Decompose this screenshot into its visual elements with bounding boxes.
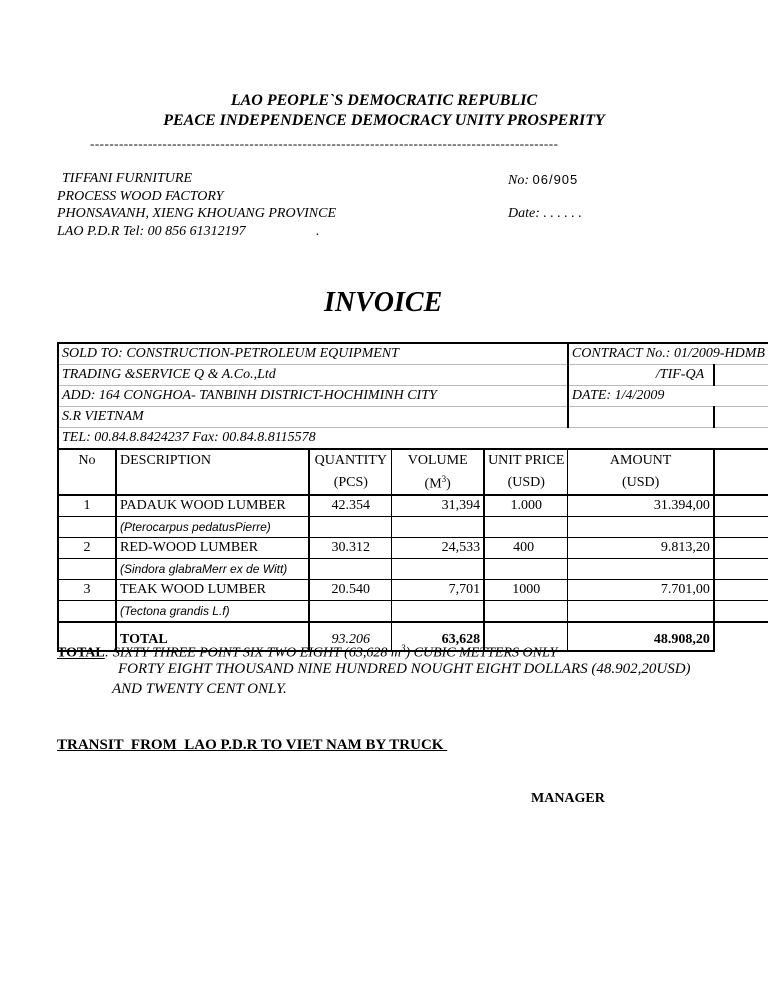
volume-unit-exp: 3 <box>441 473 447 484</box>
seller-country-tel: LAO P.D.R Tel: 00 856 61312197 <box>57 224 246 239</box>
item-sub-extra <box>714 517 768 538</box>
item-name: RED-WOOD LUMBER <box>116 538 309 559</box>
col-volume-unit <box>392 472 484 495</box>
table-row <box>58 580 768 601</box>
transit-note: TRANSIT FROM LAO P.D.R TO VIET NAM BY TRUCK <box>57 737 448 753</box>
col-description: DESCRIPTION <box>116 449 309 472</box>
total-volume: 63,628 <box>392 622 484 651</box>
sold-to: SOLD TO: CONSTRUCTION-PETROLEUM EQUIPMENT <box>58 343 568 365</box>
buyer-address: ADD: 164 CONGHOA- TANBINH DISTRICT-HOCHIMINH CITY <box>58 386 568 407</box>
total-words-volume: : SIXTY THREE POINT SIX TWO EIGHT (63,628 m <box>104 645 401 661</box>
item-no: 1 <box>58 495 116 517</box>
invoice-number <box>508 172 578 189</box>
contract-date: DATE: 1/4/2009 <box>568 386 768 407</box>
item-sub-extra <box>714 559 768 580</box>
item-sub-amount <box>568 517 714 538</box>
total-words-line3: AND TWENTY CENT ONLY. <box>112 681 287 697</box>
item-sub-quantity <box>309 559 392 580</box>
item-name: PADAUK WOOD LUMBER <box>116 495 309 517</box>
item-amount: 7.701,00 <box>568 580 714 601</box>
col-amount-unit: (USD) <box>568 472 714 495</box>
item-extra <box>714 495 768 517</box>
item-sub-amount <box>568 601 714 623</box>
item-sub-unit-price <box>484 601 568 623</box>
volume-unit-close: ) <box>446 476 451 492</box>
item-extra <box>714 580 768 601</box>
item-unit-price: 1000 <box>484 580 568 601</box>
col-volume: VOLUME <box>392 449 484 472</box>
item-no: 3 <box>58 580 116 601</box>
item-scientific: (Tectona grandis L.f) <box>116 601 309 623</box>
item-sub-quantity <box>309 601 392 623</box>
republic-heading: LAO PEOPLE`S DEMOCRATIC REPUBLIC <box>230 92 538 109</box>
item-extra <box>714 538 768 559</box>
total-words-exp: 3 <box>400 643 406 653</box>
item-unit-price: 1.000 <box>484 495 568 517</box>
item-sub-volume <box>392 601 484 623</box>
total-words-line2: FORTY EIGHT THOUSAND NINE HUNDRED NOUGHT EIGHT DOLLARS (48.902,20USD) <box>118 661 691 677</box>
col-description-unit <box>116 472 309 495</box>
buyer-tel-fax: TEL: 00.84.8.8424237 Fax: 00.84.8.8115578 <box>58 428 568 450</box>
buyer-company: TRADING &SERVICE Q & A.Co.,Ltd <box>58 365 568 386</box>
buyer-country: S.R VIETNAM <box>58 407 568 428</box>
table-row <box>58 538 768 559</box>
invoice-number-value: 06/905 <box>532 172 579 187</box>
col-no: No <box>58 449 116 472</box>
item-sub-extra <box>714 601 768 623</box>
total-words-label: TOTAL <box>57 645 105 661</box>
total-extra <box>714 622 768 651</box>
item-volume: 31,394 <box>392 495 484 517</box>
item-sub-quantity <box>309 517 392 538</box>
contract-blank <box>568 407 714 428</box>
invoice-title: INVOICE <box>324 287 443 318</box>
item-sub-volume <box>392 517 484 538</box>
item-volume: 24,533 <box>392 538 484 559</box>
volume-unit-text: (M <box>424 476 442 492</box>
invoice-date <box>508 206 582 222</box>
item-sub-unit-price <box>484 559 568 580</box>
invoice-date-label: Date: <box>508 206 540 221</box>
motto-heading: PEACE INDEPENDENCE DEMOCRACY UNITY PROSPERITY <box>163 112 605 129</box>
item-scientific: (Sindora glabraMerr ex de Witt) <box>116 559 309 580</box>
total-words-volume-end: ) CUBIC METTERS ONLY <box>405 645 558 661</box>
item-sub-unit-price <box>484 517 568 538</box>
invoice-date-value: . . . . . . <box>543 206 582 221</box>
contract-suffix: /TIF-QA <box>655 367 705 382</box>
item-sub-no <box>58 517 116 538</box>
item-sub-no <box>58 601 116 623</box>
total-label: TOTAL <box>116 622 309 651</box>
seller-name: TIFFANI FURNITURE <box>62 171 193 186</box>
col-no-unit <box>58 472 116 495</box>
item-sub-amount <box>568 559 714 580</box>
total-amount: 48.908,20 <box>568 622 714 651</box>
total-quantity: 93.206 <box>309 622 392 651</box>
col-unit-price: UNIT PRICE <box>484 449 568 472</box>
item-name: TEAK WOOD LUMBER <box>116 580 309 601</box>
col-quantity-unit: (PCS) <box>309 472 392 495</box>
contract-number: CONTRACT No.: 01/2009-HDMB <box>568 343 768 365</box>
seller-address: PHONSAVANH, XIENG KHOUANG PROVINCE <box>57 206 337 221</box>
seller-factory: PROCESS WOOD FACTORY <box>57 189 224 204</box>
item-quantity: 42.354 <box>309 495 392 517</box>
item-scientific: (Pterocarpus pedatusPierre) <box>116 517 309 538</box>
table-row <box>58 495 768 517</box>
invoice-table <box>57 342 768 652</box>
table-row <box>58 559 768 580</box>
item-unit-price: 400 <box>484 538 568 559</box>
col-quantity: QUANTITY <box>309 449 392 472</box>
header-divider: ------------------------------------------------------------------------------------------------- <box>90 136 559 151</box>
seller-tel-dot: . <box>316 224 320 239</box>
col-extra <box>714 449 768 472</box>
col-amount: AMOUNT <box>568 449 714 472</box>
contract-number-cont <box>568 365 714 386</box>
item-sub-volume <box>392 559 484 580</box>
item-no: 2 <box>58 538 116 559</box>
item-amount: 31.394,00 <box>568 495 714 517</box>
contract-blank-2 <box>714 407 768 428</box>
tel-spacer-2 <box>714 428 768 450</box>
contract-extra <box>714 365 768 386</box>
tel-spacer <box>568 428 714 450</box>
item-amount: 9.813,20 <box>568 538 714 559</box>
item-quantity: 30.312 <box>309 538 392 559</box>
item-quantity: 20.540 <box>309 580 392 601</box>
col-extra-unit <box>714 472 768 495</box>
item-sub-no <box>58 559 116 580</box>
total-words-line1 <box>57 643 557 662</box>
table-row <box>58 517 768 538</box>
invoice-number-label: No: <box>508 173 529 188</box>
col-unit-price-unit: (USD) <box>484 472 568 495</box>
table-row <box>58 601 768 623</box>
item-volume: 7,701 <box>392 580 484 601</box>
manager-signature-label: MANAGER <box>531 791 605 806</box>
